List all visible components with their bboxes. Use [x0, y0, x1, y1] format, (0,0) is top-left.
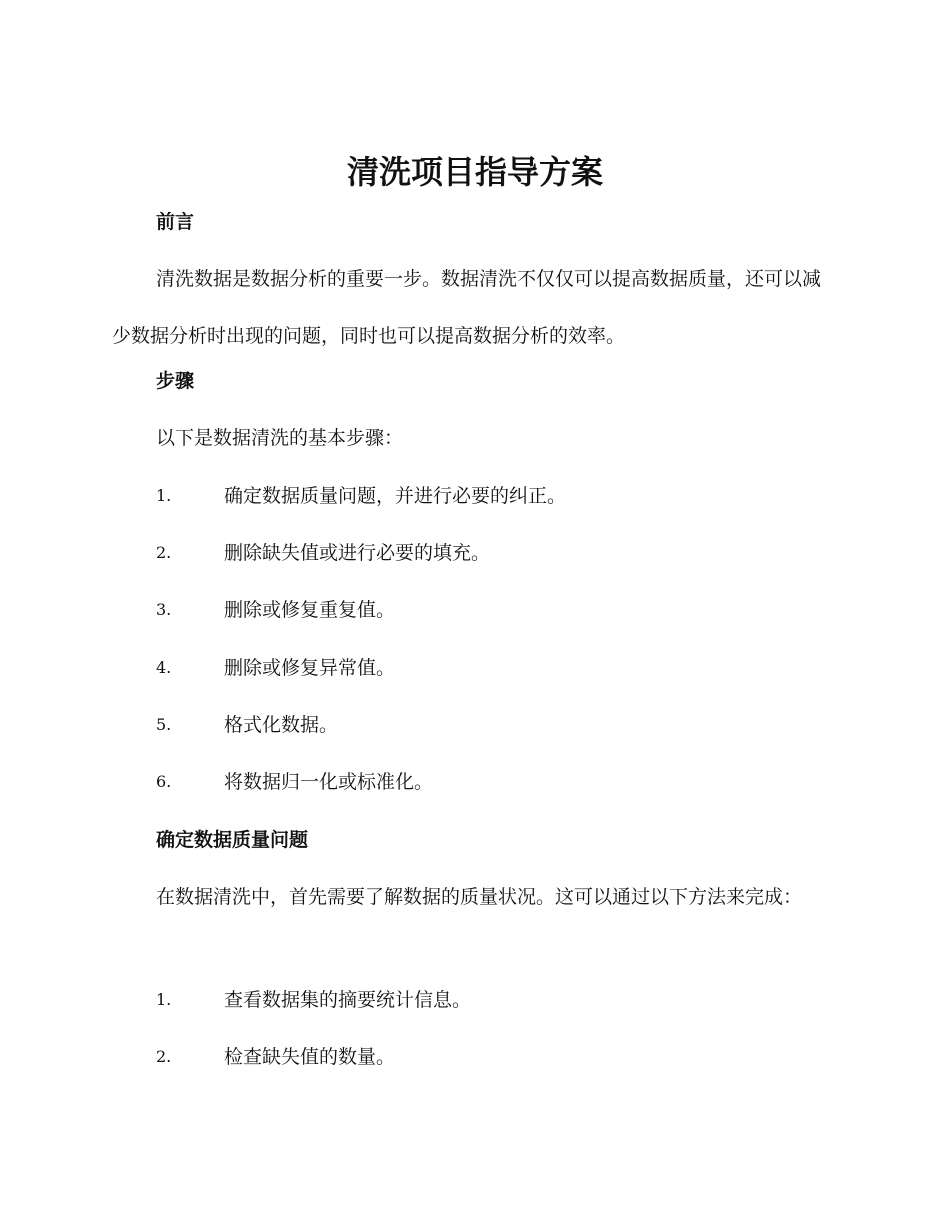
list-item-text: 删除或修复异常值。: [224, 657, 396, 679]
list-item-number: 5.: [156, 715, 172, 734]
list-item-number: 1.: [156, 990, 172, 1009]
list-item-text: 将数据归一化或标准化。: [224, 771, 434, 793]
intro-paragraph: 清洗数据是数据分析的重要一步。数据清洗不仅仅可以提高数据质量，还可以减少数据分析时出现的问题，同时也可以提高数据分析的效率。: [112, 268, 822, 347]
list-item-text: 检查缺失值的数量。: [224, 1046, 396, 1068]
quality-paragraph: 在数据清洗中，首先需要了解数据的质量状况。这可以通过以下方法来完成：: [156, 886, 803, 908]
list-item-text: 查看数据集的摘要统计信息。: [224, 989, 472, 1011]
section-heading-steps: 步骤: [156, 370, 195, 392]
list-item-text: 格式化数据。: [224, 714, 339, 736]
list-item-number: 2.: [156, 543, 172, 562]
list-item-text: 确定数据质量问题，并进行必要的纠正。: [224, 485, 567, 507]
list-item-number: 3.: [156, 600, 172, 619]
list-item-number: 2.: [156, 1047, 172, 1066]
section-heading-intro: 前言: [156, 211, 195, 233]
document-title: 清洗项目指导方案: [346, 153, 603, 191]
list-item-number: 4.: [156, 658, 172, 677]
list-item-number: 6.: [156, 772, 172, 791]
section-heading-quality: 确定数据质量问题: [156, 829, 309, 851]
list-item-text: 删除或修复重复值。: [224, 599, 396, 621]
steps-lead-text: 以下是数据清洗的基本步骤：: [156, 427, 404, 449]
list-item-number: 1.: [156, 486, 172, 505]
list-item-text: 删除缺失值或进行必要的填充。: [224, 542, 491, 564]
